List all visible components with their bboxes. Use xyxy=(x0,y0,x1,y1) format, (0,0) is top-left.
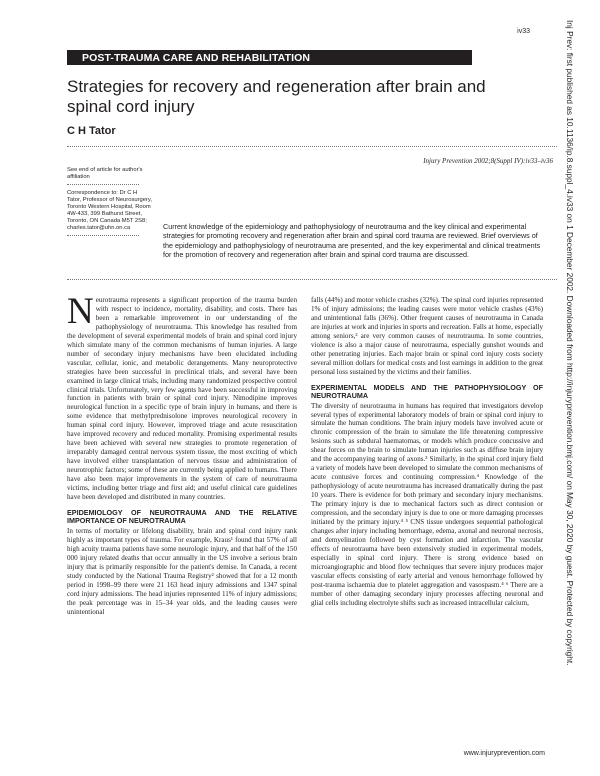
divider-top xyxy=(67,146,557,147)
column-left xyxy=(67,291,297,616)
intro-paragraph: Neurotrauma represents a significant proportion of the trauma burden with respect to incidence, mortality, disability, and costs. There has been a remarkable improvement in our understanding of the pathophysiology of neurotrauma. This knowledge has resulted from the development of several experimental models of brain and spinal cord injury which simulate many of the common mechanisms of human injuries. A large number of secondary injury mechanisms have been elucidated including vascular, cellular, ionic, and metabolic derangements. Many neuroprotective strategies have been successful in preclinical trials, and several have been examined in large clinical trials, including many randomized prospective control clinical trials. Unfortunately, very few agents have been successful in improving function in patients with brain or spinal cord injury. Nimodipine improves neurological function in a specific type of brain injury in humans, and there is some evidence that methylprednisolone improves neurological recovery in human spinal cord injury. However, improved triage and acute resuscitation have improved recovery and reduced mortality. Promising experimental results have been achieved with several new strategies to promote regeneration of irreparably damaged central nervous system tissue, the most exciting of which have involved either transplantation of nervous tissue and administration of neurotrophic factors; some of these are currently being applied to humans. There have also been major improvements in the system of care of neurotrauma victims, including better triage and first aid; and useful clinical care guidelines have been developed and distributed in many countries. xyxy=(67,291,297,501)
abstract: Current knowledge of the epidemiology and pathophysiology of neurotrauma and the key clinical and experimental strategies for promoting recovery and regeneration after brain and spinal cord trauma are reviewed. Brief overviews of the epidemiology and pathophysiology of neurotrauma are presented, and the key experimental and clinical treatments for the promotion of recovery and regeneration after brain and spinal cord trauma are discussed. xyxy=(163,222,541,259)
section-banner-label: POST-TRAUMA CARE AND REHABILITATION xyxy=(82,51,311,64)
dropcap: N xyxy=(67,291,94,332)
side-stamp: Inj Prev: first published as 10.1136/ip.8.suppl_4.iv33 on 1 December 2002. Downloaded from http://injuryprevention.bmj.com/ on May 30, 2020 by guest. Protected by copyright. xyxy=(565,20,575,666)
section-heading-models: EXPERIMENTAL MODELS AND THE PATHOPHYSIOLOGY OF NEUROTRAUMA xyxy=(311,382,543,401)
divider-abstract xyxy=(67,279,557,280)
footer-url: www.injuryprevention.com xyxy=(463,750,545,757)
paragraph-models: The diversity of neurotrauma in humans has required that investigators develop several types of experimental laboratory models of brain or spinal cord injury to simulate the human conditions. The brain injury models have involved acute or chronic compression of the brain to simulate the life threatening compressive lesions such as subdural haematomas, or models which produce concussive and shear forces on the brain to simulate human injuries such as diffuse brain injury and the accompanying tearing of axons.³ Similarly, in the spinal cord injury field a variety of models have been developed to simulate the common mechanisms of acute contusive forces and continuing compression.⁴ Knowledge of the pathophysiology of acute neurotrauma has increased dramatically during the past 10 years. There is evidence for both primary and secondary injury mechanisms. The primary injury is due to mechanical factors such as direct contusion or compression, and the secondary injury is due to one or more damaging processes initiated by the primary injury.⁴ ⁵ CNS tissue undergoes sequential pathological changes after injury including hemorrhage, edema, axonal and neuronal necrosis, and demyelination followed by cyst formation and infarction. The vascular effects of neurotrauma have been extensively studied in experimental models, especially in spinal cord injury. There is strong evidence based on microangiographic and blood flow techniques that severe injury produces major vascular effects consisting of early arterial and venous hemorrhage followed by post-trauma ischaemia due to platelet aggregation and vasospasm.⁴ ⁶ There are a number of other damaging secondary injury processes affecting neuronal and glial cells including electrolyte shifts such as increased intracellular calcium, xyxy=(311,401,543,607)
column-right xyxy=(311,296,543,608)
section-heading-epidemiology: EPIDEMIOLOGY OF NEUROTRAUMA AND THE RELATIVE IMPORTANCE OF NEUROTRAUMA xyxy=(67,507,297,526)
citation: Injury Prevention 2002;8(Suppl IV):iv33–iv36 xyxy=(423,157,553,165)
sidenote-divider xyxy=(67,184,139,185)
sidenote-divider-bottom xyxy=(67,235,139,236)
article-title: Strategies for recovery and regeneration after brain and spinal cord injury xyxy=(67,77,486,116)
affiliation-note: See end of article for author's affiliation xyxy=(67,167,143,180)
page-number: iv33 xyxy=(517,28,530,35)
author-name: C H Tator xyxy=(67,125,116,137)
paragraph-epidemiology: In terms of mortality or lifelong disability, brain and spinal cord injury rank highly as important types of trauma. For example, Kraus¹ found that 57% of all high acuity trauma patients have some neurologic injury, and that half of the 150 000 injury related deaths that occur annually in the US involve a serious brain injury that is primarily responsible for the patient's demise. In Canada, a recent study conducted by the National Trauma Registry² showed that for a 12 month period in 1998–99 there were 21 163 head injury admissions and 1347 spinal cord injury admissions. The head injuries represented 11% of injury admissions; the peak percentage was in 15–34 year olds, and the leading causes were unintentional xyxy=(67,526,297,616)
correspondence: Correspondence to: Dr C H Tator, Professor of Neurosurgery, Toronto Western Hospital, Room 4W-433, 399 Bathurst Street, Toronto, ON Canada M5T 2S8; charles.tator@uhn.on.ca xyxy=(67,190,152,231)
paragraph-causes: falls (44%) and motor vehicle crashes (32%). The spinal cord injuries represented 1% of injury admissions; the leading causes were motor vehicle crashes (43%) and unintentional falls (36%). Other frequent causes of neurotrauma in Canada are injuries at work and injuries in sports and recreation. Falls at home, especially among seniors,² are very common causes of neurotrauma. In some countries, violence is also a major cause of neurotrauma, especially gunshot wounds and other penetrating injuries. Each major brain or spinal cord injury costs society several million dollars for medical costs and lost earnings in addition to the great personal loss sustained by the victims and their families. xyxy=(311,296,543,376)
sidenote xyxy=(67,167,152,241)
